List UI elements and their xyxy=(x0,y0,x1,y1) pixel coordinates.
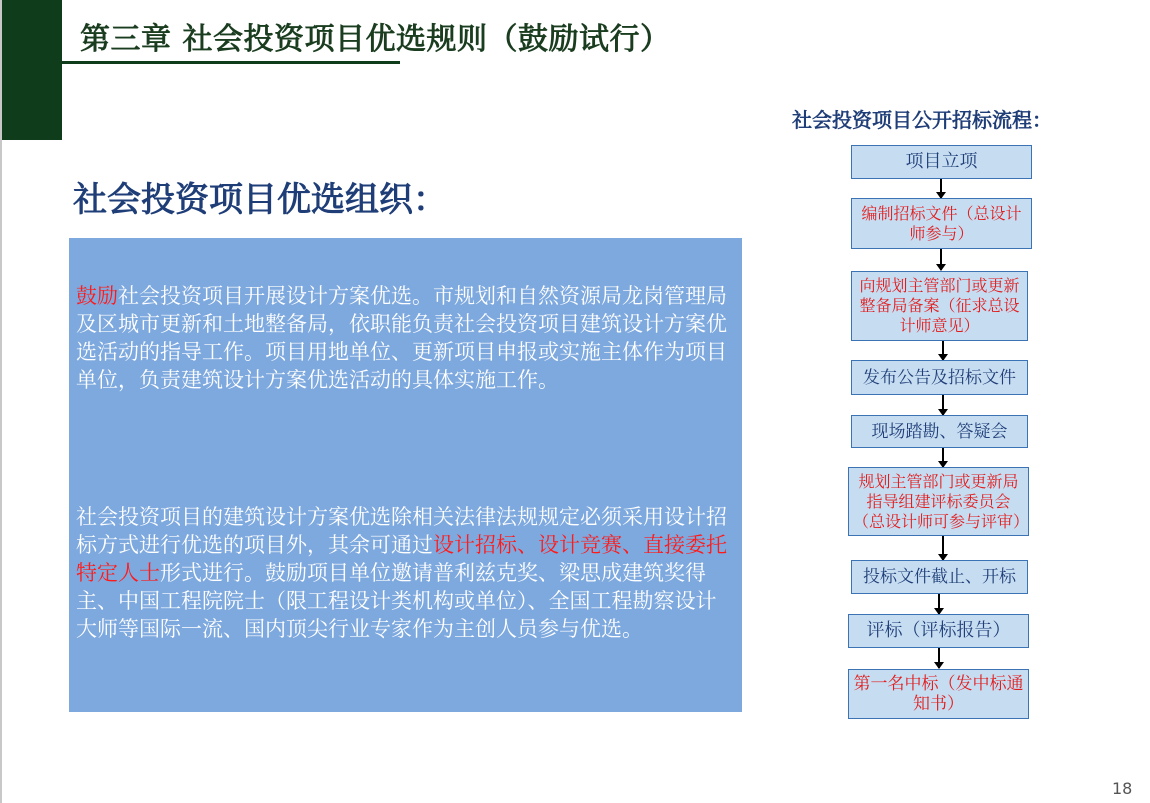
content-box xyxy=(69,238,742,712)
flow-arrow xyxy=(940,179,942,198)
flow-step-bid-opening: 投标文件截止、开标 xyxy=(851,560,1028,594)
paragraph-methods xyxy=(76,503,728,643)
flow-arrow xyxy=(942,395,944,415)
flow-step-site-visit: 现场踏勘、答疑会 xyxy=(851,415,1028,448)
page-number: 18 xyxy=(1112,779,1133,798)
flow-step-winner: 第一名中标（发中标通知书） xyxy=(848,669,1029,719)
highlight-methods: 设计招标、设计竞赛、直接委托特定人士 xyxy=(76,533,727,585)
flow-step-project-approval: 项目立项 xyxy=(851,145,1032,179)
flow-arrow xyxy=(940,249,942,270)
flow-step-committee: 规划主管部门或更新局指导组建评标委员会（总设计师可参与评审） xyxy=(848,467,1029,536)
paragraph1-text: 社会投资项目开展设计方案优选。市规划和自然资源局龙岗管理局及区城市更新和土地整备局，依职能负责社会投资项目建筑设计方案优选活动的指导工作。项目用地单位、更新项目申报或实施主体作为项目单位，负责建筑设计方案优选活动的具体实施工作。 xyxy=(76,284,727,392)
paragraph2-part1: 社会投资项目的建筑设计方案优选除相关法律法规规定必须采用设计招标方式进行优选的项目外，其余可通过 xyxy=(76,505,727,557)
title-underline xyxy=(62,61,400,64)
flow-step-announcement: 发布公告及招标文件 xyxy=(851,360,1028,395)
paragraph2-part2: 形式进行。鼓励项目单位邀请普利兹克奖、梁思成建筑奖得主、中国工程院院士（限工程设计类机构或单位）、全国工程勘察设计大师等国际一流、国内顶尖行业专家作为主创人员参与优选。 xyxy=(76,561,717,641)
flow-arrow xyxy=(938,648,940,668)
flow-step-bidding-documents: 编制招标文件（总设计师参与） xyxy=(851,198,1032,249)
flow-step-evaluation: 评标（评标报告） xyxy=(848,614,1029,648)
highlight-encourage: 鼓励 xyxy=(76,284,118,308)
title-accent-block xyxy=(2,0,62,140)
slide-title: 第三章 社会投资项目优选规则（鼓励试行） xyxy=(80,22,671,57)
flow-arrow xyxy=(938,594,940,614)
paragraph-organization xyxy=(76,282,728,394)
flow-arrow xyxy=(942,341,944,360)
flow-arrow xyxy=(942,448,944,467)
flow-arrow xyxy=(942,536,944,560)
flow-step-filing: 向规划主管部门或更新整备局备案（征求总设计师意见） xyxy=(851,271,1028,341)
flowchart-title: 社会投资项目公开招标流程： xyxy=(792,108,1052,132)
section-heading: 社会投资项目优选组织： xyxy=(73,180,447,220)
